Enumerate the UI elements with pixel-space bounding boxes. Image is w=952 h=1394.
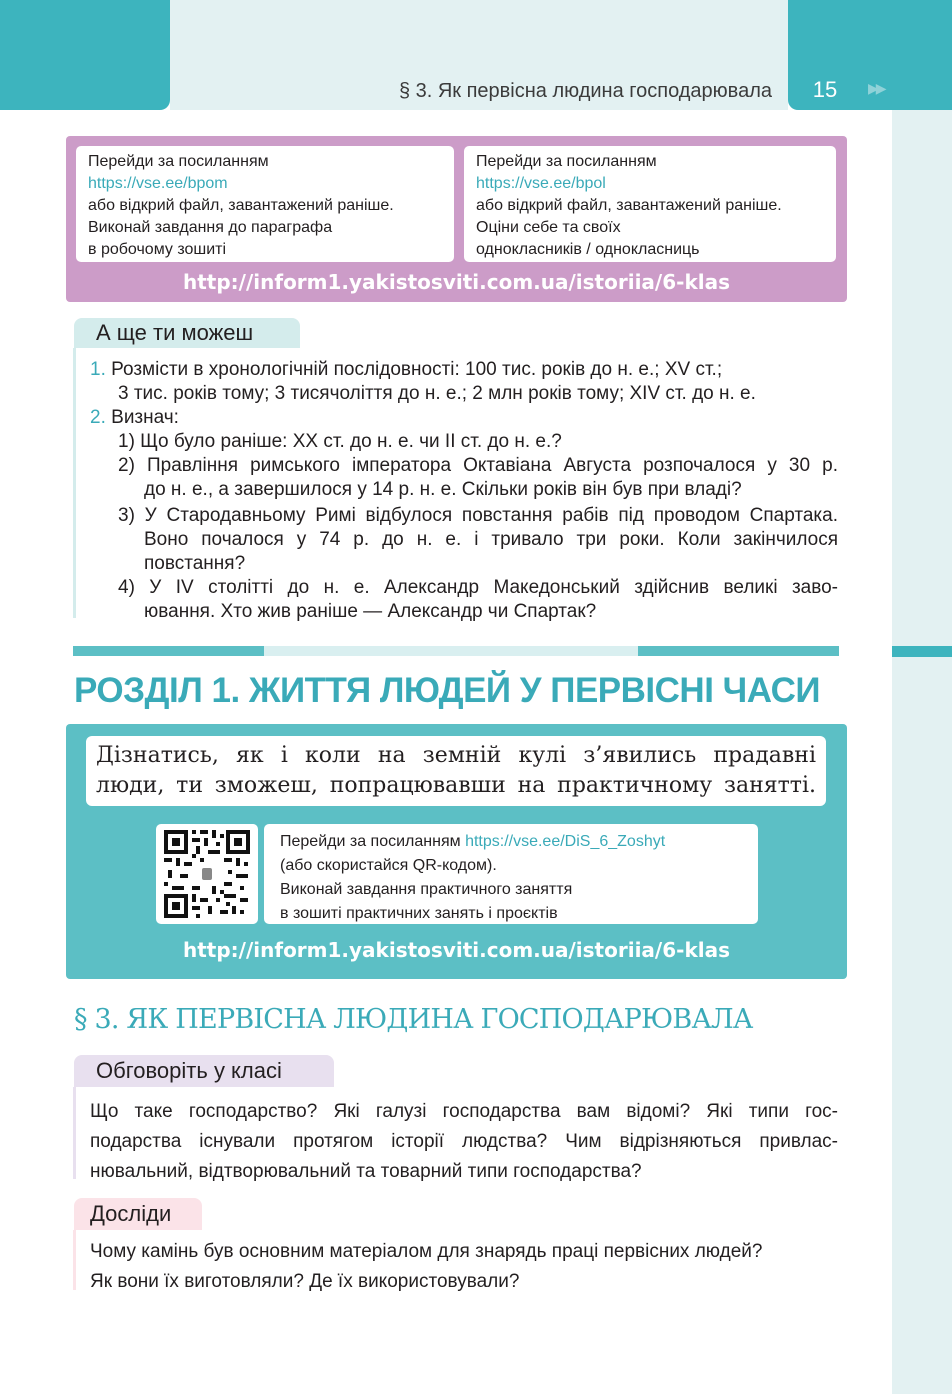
task-text: 3 тис. років тому; 3 тисячоліття до н. е.; 2 млн років тому; XIV ст. до н. е.: [118, 383, 756, 404]
more-tasks-rule: [73, 348, 76, 618]
card-text: Перейди за посиланням: [476, 153, 657, 170]
task-number: 1.: [90, 359, 106, 380]
header-left-block: [0, 0, 170, 110]
discuss-rule: [73, 1087, 76, 1179]
card-text: Виконай завдання практичного заняття: [280, 881, 573, 898]
research-text: [90, 1237, 840, 1297]
task-1: [90, 358, 722, 382]
section-title: § 3. ЯК ПЕРВІСНА ЛЮДИНА ГОСПОДАРЮВАЛА: [74, 1004, 753, 1035]
intro-line: Дізнатись, як і коли на земній кулі з’явились прадавні: [96, 743, 816, 768]
card-text: або відкрий файл, завантажений раніше.: [88, 197, 394, 214]
task-text: Визнач:: [111, 407, 179, 428]
qr-code-icon: [164, 830, 250, 918]
discuss-text: [90, 1097, 838, 1187]
task-number: 2.: [90, 407, 106, 428]
chapter-title: РОЗДІЛ 1. ЖИТТЯ ЛЮДЕЙ У ПЕРВІСНІ ЧАСИ: [74, 671, 821, 710]
question-2-cont: до н. е., а завершилося у 14 р. н. е. Скільки років він був при владі?: [144, 479, 742, 500]
research-line: Чому камінь був основним матеріалом для знарядь праці первісних людей?: [90, 1241, 763, 1262]
page-number: 15: [812, 77, 838, 102]
card-text: в зошиті практичних занять і проєктів: [280, 905, 558, 922]
chapter-intro-text: [86, 736, 826, 806]
discuss-line: подарства існували протягом історії людства? Чим відрізняються привлас-: [90, 1131, 838, 1152]
question-2: 2) Правління римського імператора Октавіана Августа розпочалося у 30 р.: [118, 455, 838, 476]
qr-card-line: [280, 830, 742, 854]
more-tasks-heading: А ще ти можеш: [74, 318, 300, 348]
card-text: Виконай завдання до параграфа: [88, 219, 333, 236]
resource-url[interactable]: http://inform1.yakistosviti.com.ua/istoriia/6-klas: [182, 270, 731, 294]
discuss-heading: Обговоріть у класі: [74, 1055, 334, 1087]
research-line: Як вони їх виготовляли? Де їх використовували?: [90, 1271, 520, 1292]
card-text: Перейди за посиланням: [280, 833, 461, 850]
question-4-cont: ювання. Хто жив раніше — Александр чи Спартак?: [144, 601, 597, 622]
card-text: Оціни себе та своїх: [476, 219, 621, 236]
task-2: [90, 406, 179, 430]
chapter-intro-box: [66, 724, 847, 979]
qr-code[interactable]: [156, 824, 258, 924]
card-text: в робочому зошиті: [88, 241, 227, 258]
card-text: Перейди за посиланням: [88, 153, 269, 170]
question-4: 4) У IV столітті до н. е. Александр Македонський здійснив великі заво-: [118, 577, 838, 598]
card-text: або відкрий файл, завантажений раніше.: [476, 197, 782, 214]
self-assessment-link-card: [464, 146, 836, 262]
question-3-cont: Воно почалося у 74 р. до н. е. і тривало три роки. Коли закінчилося: [144, 529, 838, 550]
workbook-link-card: [76, 146, 454, 262]
discuss-line: Що таке господарство? Які галузі господарства вам відомі? Які типи гос-: [90, 1101, 838, 1122]
intro-line: люди, ти зможеш, попрацювавши на практичному занятті.: [96, 773, 816, 798]
card-text: однокласників / однокласниць: [476, 241, 700, 258]
card-text: (або скористайся QR-кодом).: [280, 857, 497, 874]
self-assessment-link[interactable]: https://vse.ee/bpol: [476, 175, 606, 192]
discuss-line: нювальний, відтворювальний та товарний типи господарства?: [90, 1161, 642, 1182]
resource-url[interactable]: http://inform1.yakistosviti.com.ua/istoriia/6-klas: [182, 938, 731, 962]
chapter-separator: [73, 646, 264, 656]
running-title: § 3. Як первісна людина господарювала: [398, 80, 772, 102]
research-rule: [73, 1230, 76, 1290]
next-page-arrows-icon[interactable]: ▶▶: [868, 80, 884, 96]
side-strip-marker: [892, 646, 952, 657]
practical-task-card: [264, 824, 758, 924]
workbook-link[interactable]: https://vse.ee/bpom: [88, 175, 228, 192]
online-tasks-box: [66, 136, 847, 302]
chapter-separator: [264, 646, 638, 656]
question-1: 1) Що було раніше: XX ст. до н. е. чи II ст. до н. е.?: [118, 431, 562, 452]
question-3-cont: повстання?: [144, 553, 246, 574]
task-text: Розмісти в хронологічній послідовності: 100 тис. років до н. е.; XV ст.;: [111, 359, 723, 380]
side-strip: [892, 110, 952, 1394]
practical-workbook-link[interactable]: https://vse.ee/DiS_6_Zoshyt: [465, 833, 666, 850]
research-heading: Досліди: [74, 1198, 202, 1230]
question-3: 3) У Стародавньому Римі відбулося повстання рабів під проводом Спартака.: [118, 505, 838, 526]
chapter-separator: [638, 646, 839, 656]
